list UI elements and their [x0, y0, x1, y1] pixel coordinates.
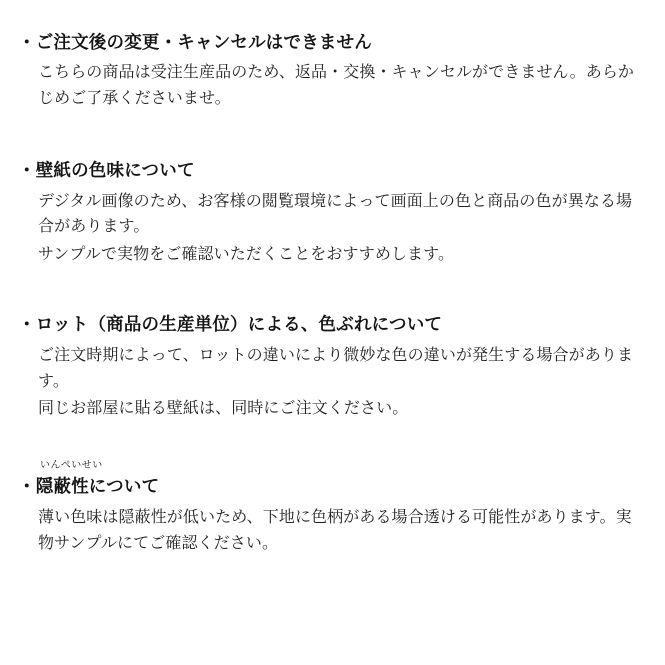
section-wallpaper-color — [18, 158, 639, 268]
section-paragraph: サンプルで実物をご確認いただくことをおすすめします。 — [38, 246, 455, 264]
section-paragraph: ご注文時期によって、ロットの違いにより微妙な色の違いが発生する場合があります。 — [38, 346, 634, 390]
section-heading: ・壁紙の色味について — [18, 160, 195, 181]
section-heading: ・隠蔽性について — [18, 476, 160, 497]
section-paragraph: こちらの商品は受注生産品のため、返品・交換・キャンセルができません。あらかじめご了承くださいませ。 — [38, 64, 635, 108]
section-opacity — [18, 460, 639, 556]
section-lot-color-variation — [18, 312, 639, 422]
section-heading: ・ご注文後の変更・キャンセルはできません — [18, 32, 372, 52]
section-paragraph: 薄い色味は隠蔽性が低いため、下地に色柄がある場合透ける可能性があります。実物サンプルにてご確認ください。 — [38, 508, 632, 552]
section-paragraph: 同じお部屋に貼る壁紙は、同時にご注文ください。 — [38, 400, 409, 418]
section-heading: ・ロット（商品の生産単位）による、色ぶれについて — [18, 314, 443, 335]
section-no-change-cancel — [18, 30, 639, 112]
heading-wrap — [18, 30, 639, 55]
heading-wrap — [18, 460, 639, 499]
section-paragraph: デジタル画像のため、お客様の閲覧環境によって画面上の色と商品の色が異なる場合があります。 — [38, 192, 633, 236]
heading-wrap — [18, 158, 639, 183]
ruby-annotation: いんぺいせい — [40, 460, 103, 472]
heading-wrap — [18, 312, 639, 337]
